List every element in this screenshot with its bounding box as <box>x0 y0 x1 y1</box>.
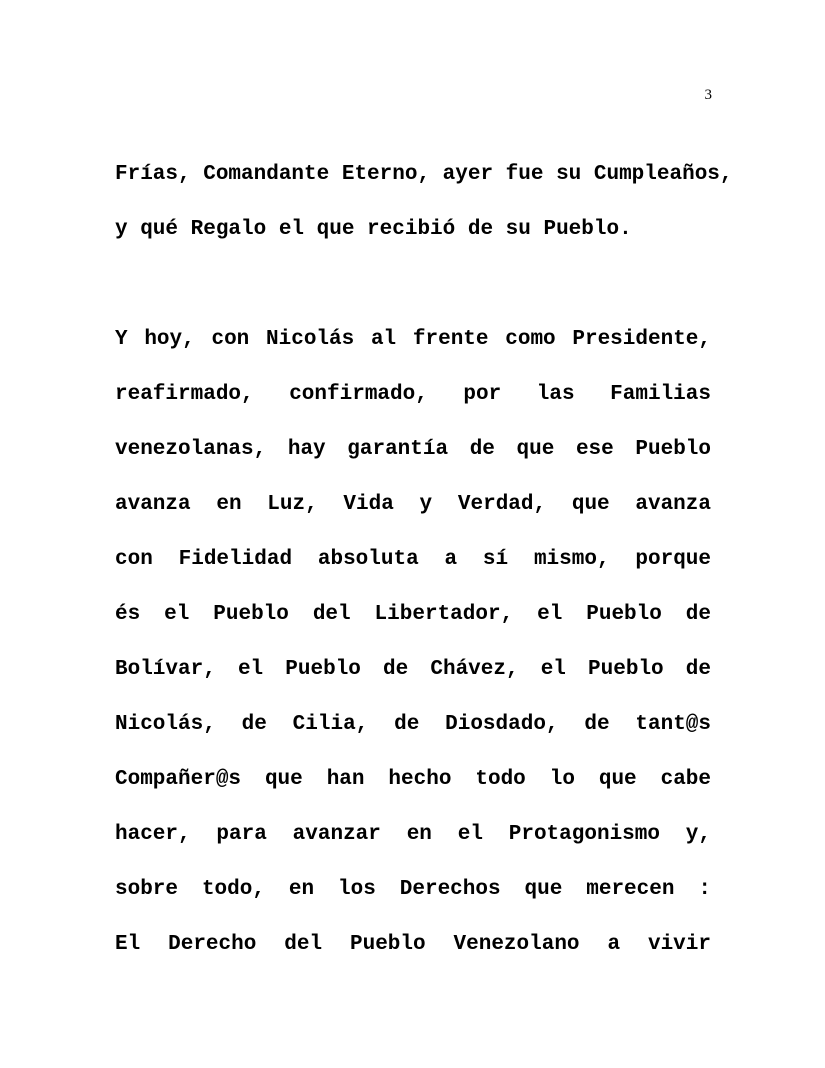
text-line: sobre todo, en los Derechos que merecen : <box>115 878 711 901</box>
text-line: Frías, Comandante Eterno, ayer fue su Cumpleaños, <box>115 163 733 186</box>
text-line: Nicolás, de Cilia, de Diosdado, de tant@s <box>115 713 711 736</box>
text-line: venezolanas, hay garantía de que ese Pueblo <box>115 438 711 461</box>
text-line: avanza en Luz, Vida y Verdad, que avanza <box>115 493 711 516</box>
text-line: Bolívar, el Pueblo de Chávez, el Pueblo de <box>115 658 711 681</box>
paragraph-2 <box>115 323 711 983</box>
text-line: y qué Regalo el que recibió de su Pueblo. <box>115 218 632 241</box>
page-number: 3 <box>704 87 712 103</box>
paragraph-1 <box>115 158 733 268</box>
text-line: Y hoy, con Nicolás al frente como Presidente, <box>115 328 711 351</box>
text-line: con Fidelidad absoluta a sí mismo, porque <box>115 548 711 571</box>
text-line: Compañer@s que han hecho todo lo que cabe <box>115 768 711 791</box>
text-line: reafirmado, confirmado, por las Familias <box>115 383 711 406</box>
text-line: és el Pueblo del Libertador, el Pueblo de <box>115 603 711 626</box>
text-line: hacer, para avanzar en el Protagonismo y, <box>115 823 711 846</box>
text-line: El Derecho del Pueblo Venezolano a vivir <box>115 933 711 956</box>
